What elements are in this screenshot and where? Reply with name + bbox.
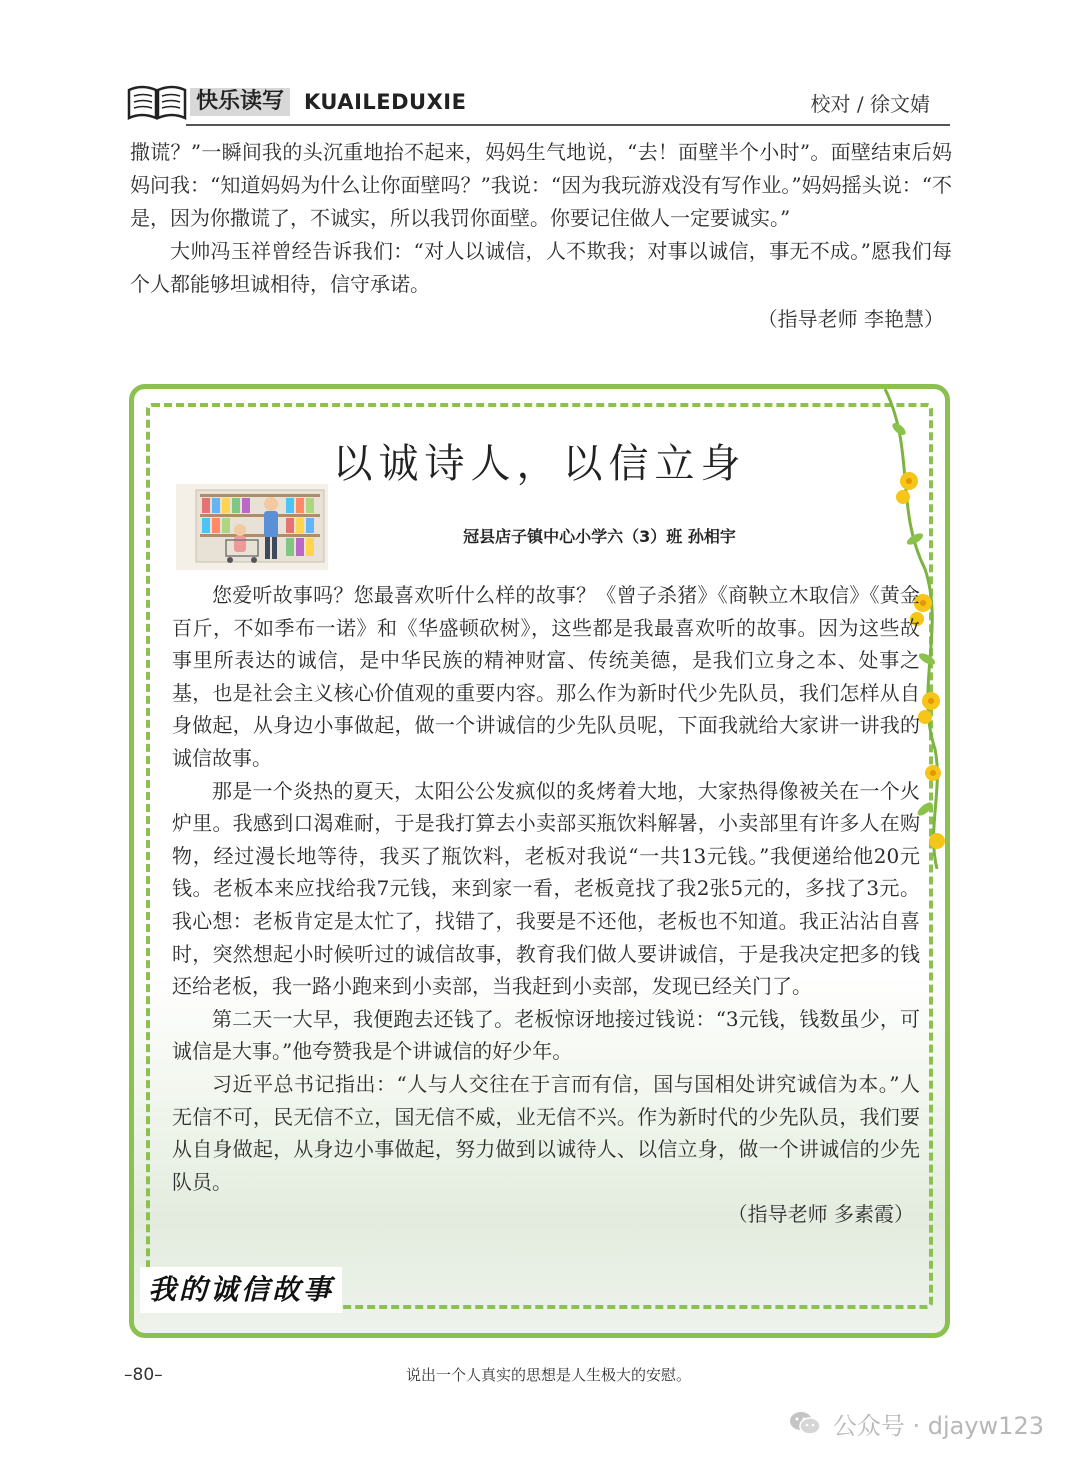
magazine-title-cn: 快乐读写 [190, 88, 290, 116]
article-paragraph: 您爱听故事吗？您最喜欢听什么样的故事？《曾子杀猪》《商鞅立木取信》《黄金百斤，不如季布一诺》和《华盛顿砍树》，这些都是我最喜欢听的故事。因为这些故事里所表达的诚信，是中华民族的精神财富、传统美德，是我们立身之本、处事之基，也是社会主义核心价值观的重要内容。那么作为新时代少先队员，我们怎样从自身做起，从身边小事做起，做一个讲诚信的少先队员呢，下面我就给大家讲一讲我的诚信故事。 [172, 583, 920, 770]
article-paragraph: 习近平总书记指出：“人与人交往在于言而有信，国与国相处讲究诚信为本。”人无信不可，民无信不立，国无信不威，业无信不兴。作为新时代的少先队员，我们要从自身做起，从身边小事做起，努力做到以诚待人、以信立身，做一个讲诚信的少先队员。 [172, 1071, 920, 1194]
proofreader-credit: 校对 / 徐文婧 [810, 92, 930, 116]
watermark-text: 公众号 · djayw123 [832, 1411, 1044, 1440]
article-author: 冠县店子镇中心小学六（3）班 孙相宇 [463, 527, 736, 546]
watermark [789, 1406, 1044, 1440]
article-body [172, 579, 920, 1231]
teacher-credit: （指导老师 多素霞） [727, 1202, 914, 1227]
header-divider [186, 124, 950, 126]
magazine-title-en: KUAILEDUXIE [304, 90, 467, 114]
page-header [126, 80, 950, 128]
article-paragraph: 第二天一大早，我便跑去还钱了。老板惊讶地接过钱说：“3元钱，钱数虽少，可诚信是大事。”他夸赞我是个讲诚信的好少年。 [172, 1006, 920, 1064]
footer-quote: 说出一个人真实的思想是人生极大的安慰。 [406, 1366, 692, 1384]
previous-article-ending [130, 136, 952, 336]
featured-article-box [129, 384, 950, 1338]
article-title: 以诚诗人，以信立身 [332, 441, 747, 487]
section-tag: 我的诚信故事 [140, 1267, 342, 1313]
wechat-icon [789, 1410, 821, 1436]
teacher-credit: （指导老师 李艳慧） [757, 307, 944, 331]
article-paragraph: 大帅冯玉祥曾经告诉我们：“对人以诚信，人不欺我；对事以诚信，事无不成。”愿我们每个人都能够坦诚相待，信守承诺。 [130, 239, 952, 296]
article-paragraph: 那是一个炎热的夏天，太阳公公发疯似的炙烤着大地，大家热得像被关在一个火炉里。我感到口渴难耐，于是我打算去小卖部买瓶饮料解暑，小卖部里有许多人在购物，经过漫长地等待，我买了瓶饮料，老板对我说“一共13元钱。”我便递给他20元钱。老板本来应找给我7元钱，来到家一看，老板竟找了我2张5元的，多找了3元。我心想：老板肯定是太忙了，找错了，我要是不还他，老板也不知道。我正沾沾自喜时，突然想起小时候听过的诚信故事，教育我们做人要讲诚信，于是我决定把多的钱还给老板，我一路小跑来到小卖部，当我赶到小卖部，发现已经关门了。 [172, 778, 920, 999]
article-paragraph: 撒谎？”一瞬间我的头沉重地抬不起来，妈妈生气地说，“去！面壁半个小时”。面壁结束后妈妈问我：“知道妈妈为什么让你面壁吗？”我说：“因为我玩游戏没有写作业。”妈妈摇头说：“不是，因为你撒谎了，不诚实，所以我罚你面壁。你要记住做人一定要诚实。” [130, 140, 952, 230]
page-number: –80– [124, 1365, 163, 1385]
open-book-icon [126, 82, 188, 122]
supermarket-illustration [176, 484, 328, 570]
